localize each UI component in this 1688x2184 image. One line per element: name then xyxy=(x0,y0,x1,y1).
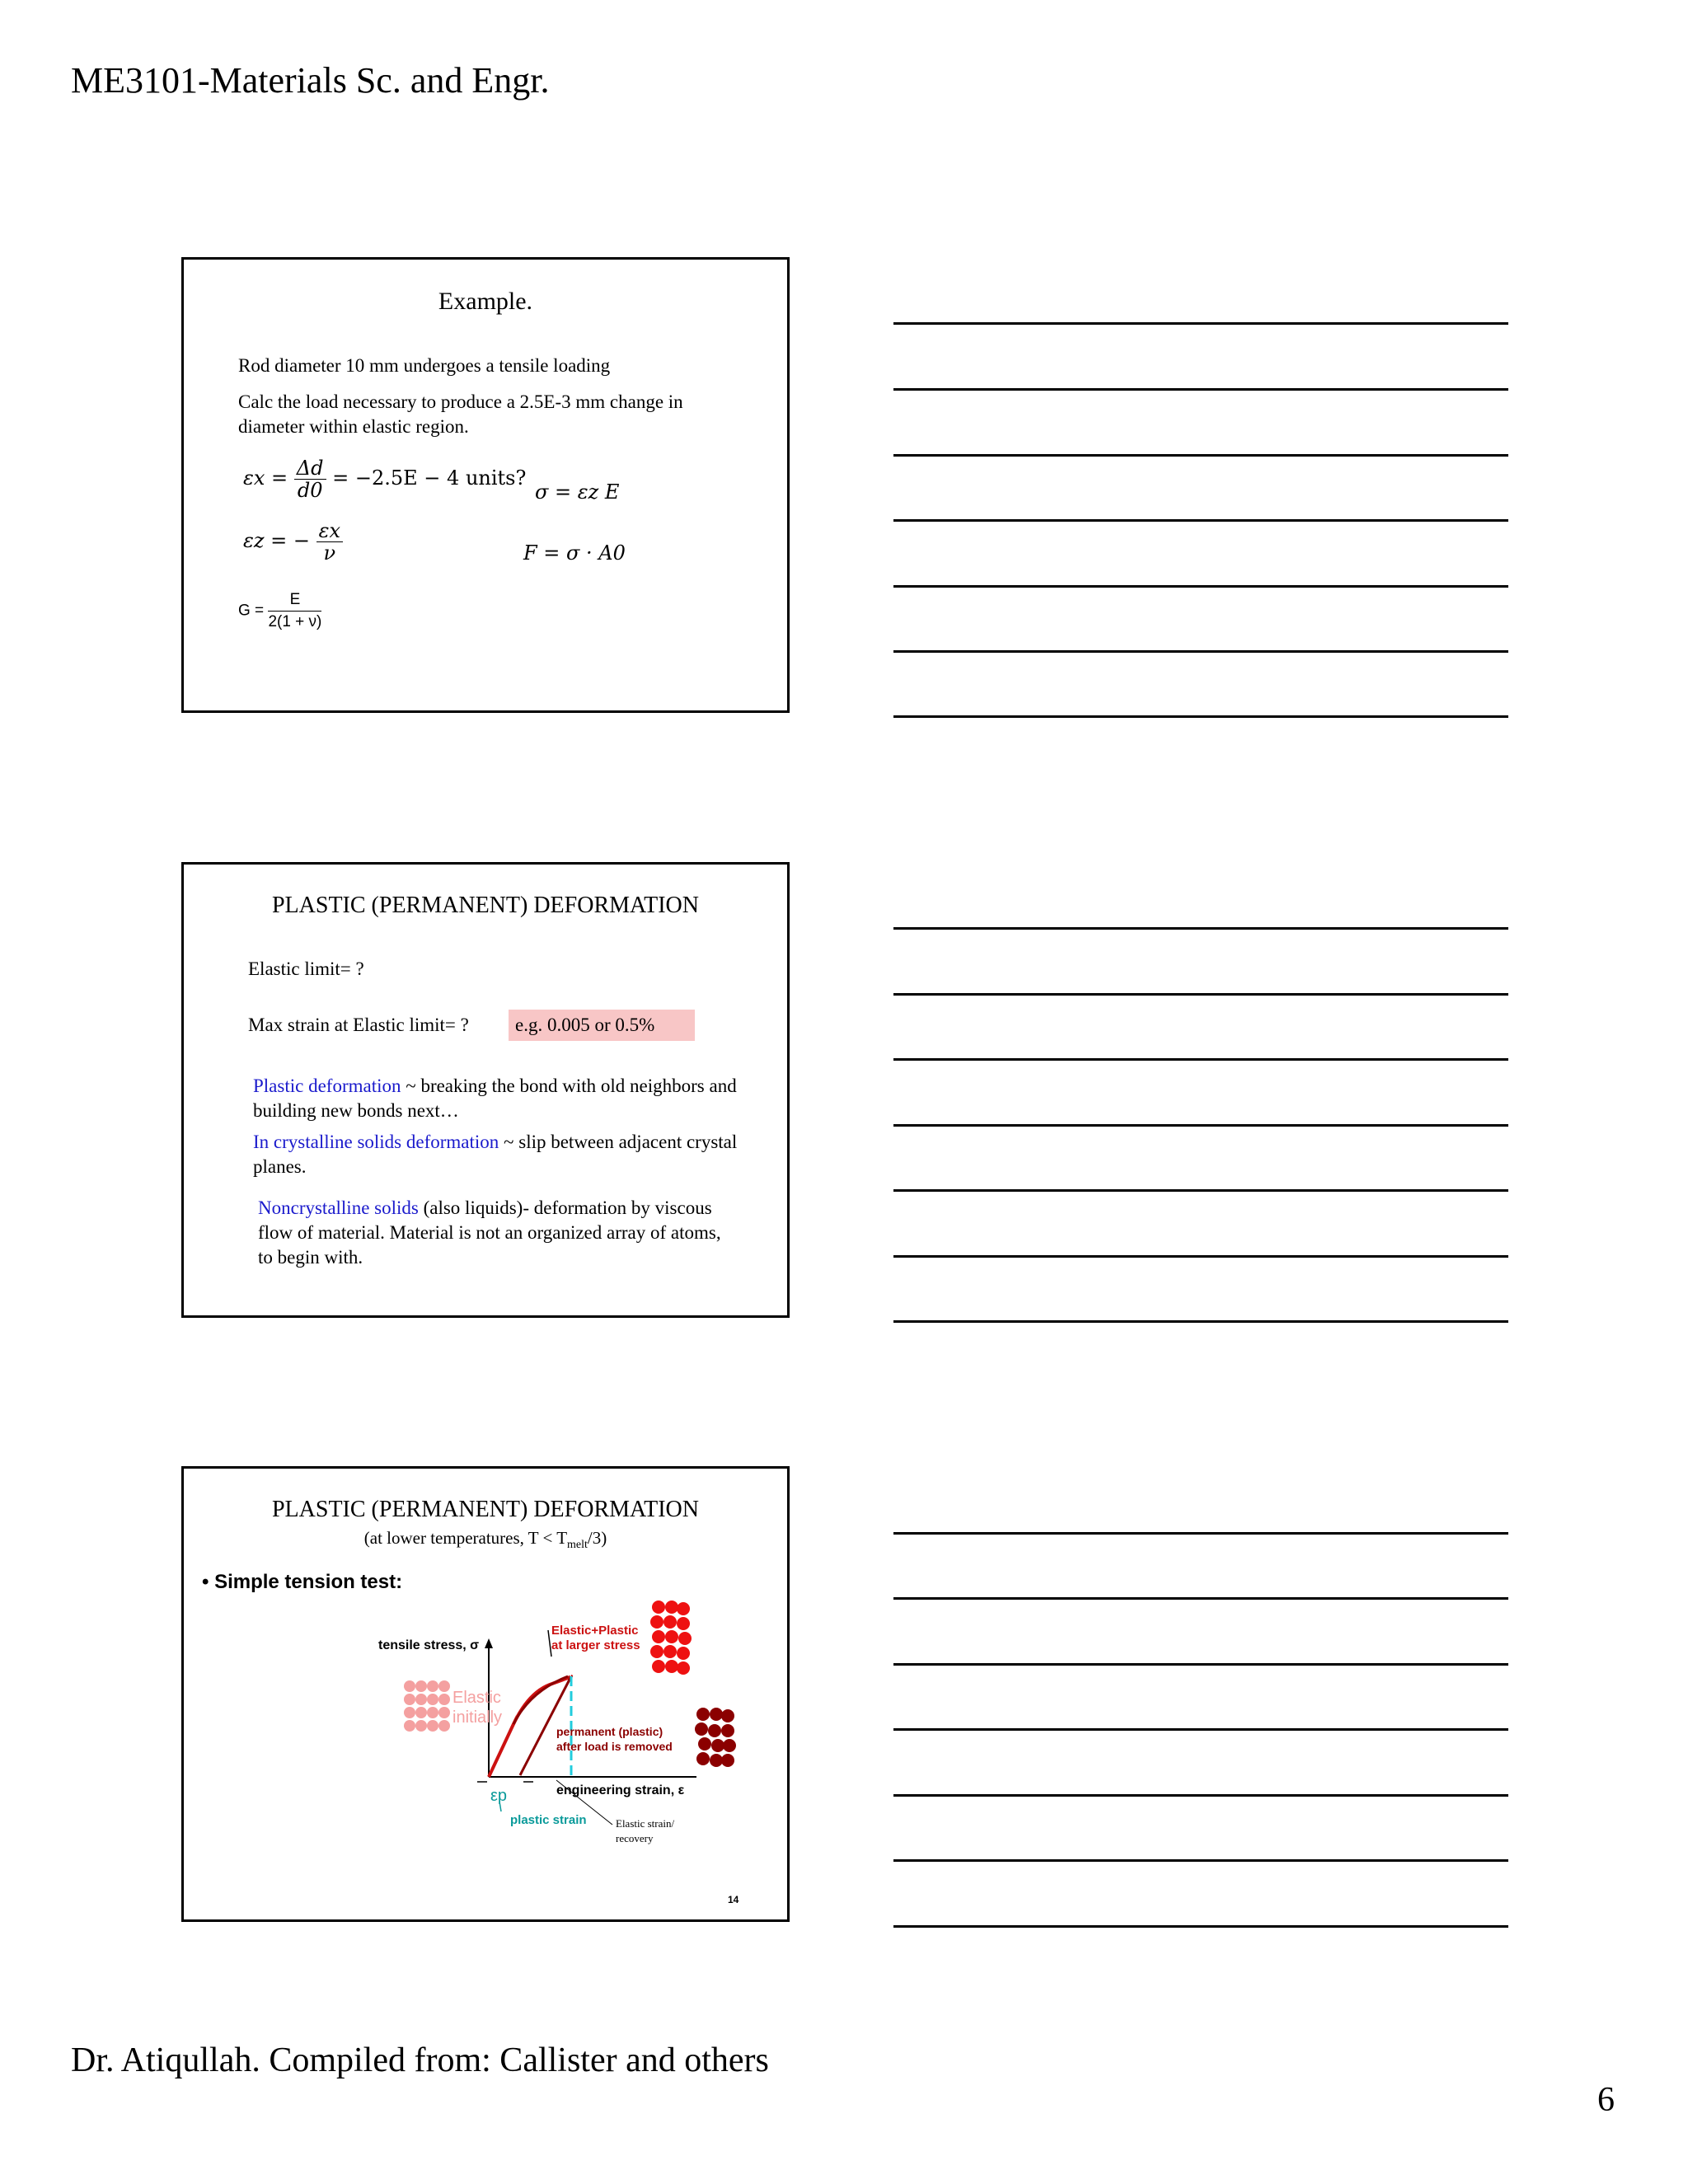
paragraph-crystalline: In crystalline solids deformation ~ slip between adjacent crystal planes. xyxy=(253,1132,738,1177)
equation-shear-modulus: G = $\frac{E}{2(1 + \nu)}$ xyxy=(238,591,322,630)
y-axis-label: tensile stress, σ xyxy=(378,1638,480,1652)
slide-title: Example. xyxy=(438,288,533,315)
slide-text: Calc the load necessary to produce a 2.5E-3 mm change in diameter within elastic region. xyxy=(238,391,683,437)
page-number: 6 xyxy=(1597,2081,1615,2119)
equation-force: F = σ · A0 xyxy=(523,541,626,565)
permanent-label: permanent (plastic) after load is removed xyxy=(556,1725,673,1753)
recovery-label: Elastic strain/ recovery xyxy=(616,1817,675,1844)
eps-p-label: εp xyxy=(490,1787,508,1805)
elastic-plastic-label: Elastic+Plastic at larger stress xyxy=(551,1624,640,1652)
footer-credit: Dr. Atiqullah. Compiled from: Callister and others xyxy=(71,2041,769,2079)
paragraph-plastic: Plastic deformation ~ breaking the bond with old neighbors and building new bonds next… xyxy=(253,1076,737,1121)
highlight-box: e.g. 0.005 or 0.5% xyxy=(509,1010,695,1041)
x-axis-label: engineering strain, ε xyxy=(556,1783,685,1797)
permanent-atoms-icon xyxy=(695,1708,736,1767)
slide-tension-test xyxy=(181,1466,790,1922)
elastic-plastic-atoms-icon xyxy=(650,1601,692,1675)
equation-strain-z: εz = − $\frac{\varepsilon x}{\nu}$ xyxy=(243,520,343,564)
equation-stress: σ = εz E xyxy=(535,480,620,504)
slide-subtitle: (at lower temperatures, $T < T_{melt}/3$) xyxy=(363,1528,607,1552)
slide-text: Max strain at Elastic limit= ? xyxy=(248,1015,469,1035)
bullet-text: • Simple tension test: xyxy=(202,1571,403,1593)
document-header: ME3101-Materials Sc. and Engr. xyxy=(71,60,550,101)
equation-strain-x: εx = $\frac{\Delta d}{d0}$ = −2.5E − 4 units? xyxy=(243,457,527,502)
elastic-atoms-icon xyxy=(404,1680,450,1732)
paragraph-noncrystalline: Noncrystalline solids (also liquids)- deformation by viscous flow of material. Material is not an organized array of atoms, to begin with. xyxy=(258,1197,721,1268)
elastic-label: Elastic initially xyxy=(452,1689,503,1727)
slide-example xyxy=(181,257,790,713)
slide-number: 14 xyxy=(728,1894,739,1905)
slide-title: PLASTIC (PERMANENT) DEFORMATION xyxy=(271,1497,699,1522)
slide-text: Rod diameter 10 mm undergoes a tensile loading xyxy=(238,355,611,376)
slide-title: PLASTIC (PERMANENT) DEFORMATION xyxy=(271,893,699,918)
plastic-strain-label: plastic strain xyxy=(510,1813,587,1827)
slide-text: Elastic limit= ? xyxy=(248,958,364,979)
slide-plastic-deformation xyxy=(181,862,790,1318)
